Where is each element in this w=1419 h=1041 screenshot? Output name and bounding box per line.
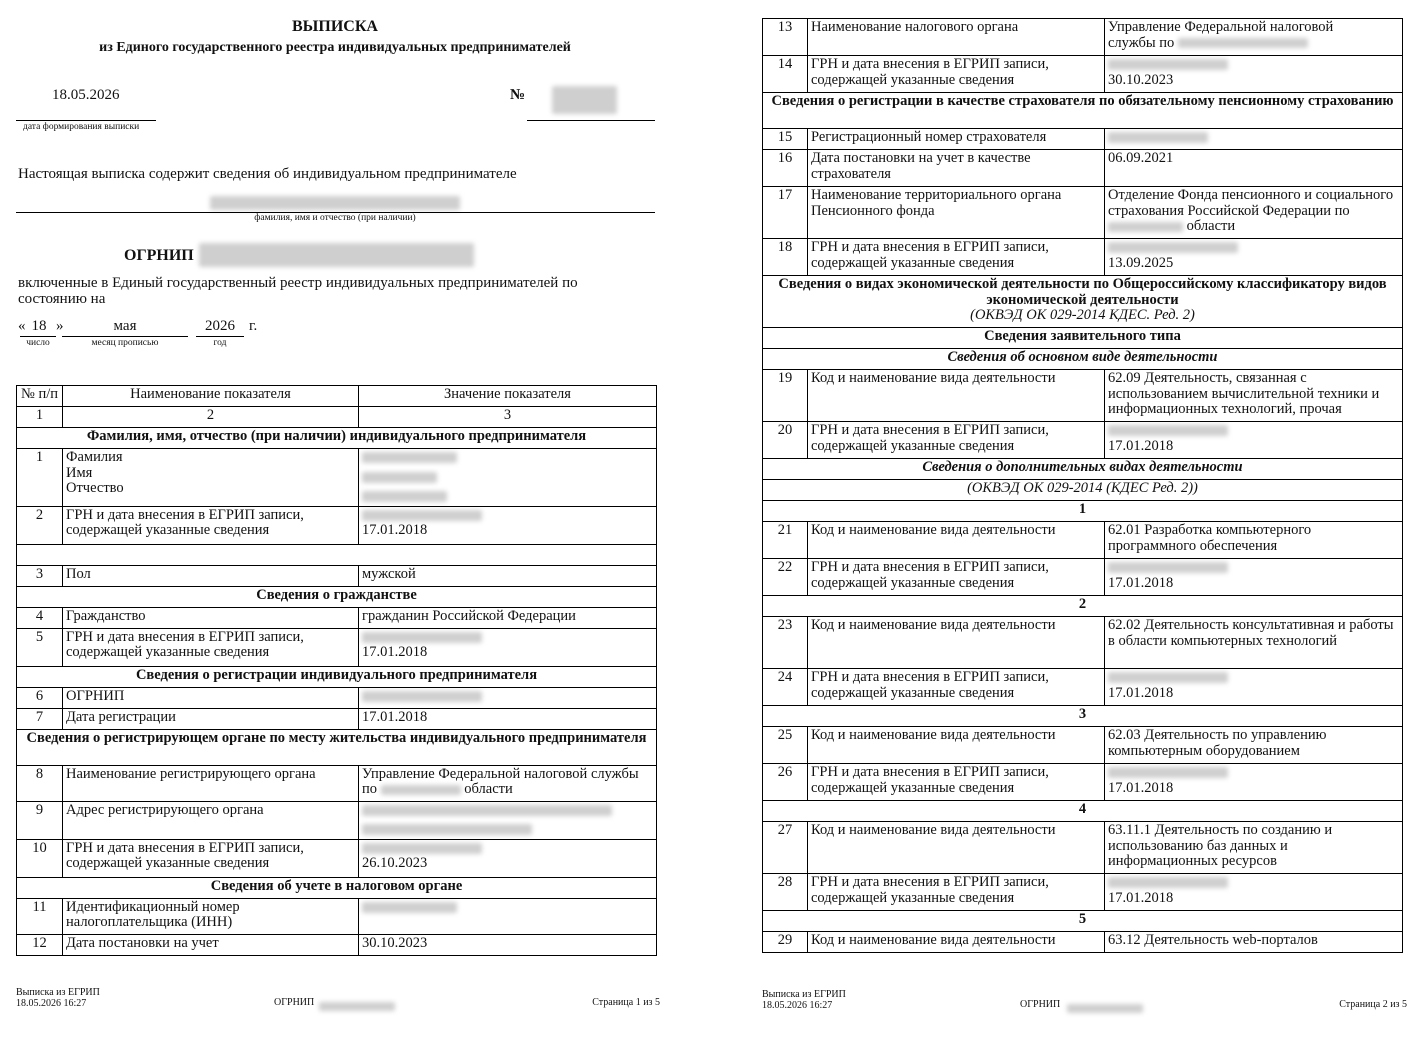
redacted-ogrnip: [199, 243, 474, 267]
table-row: [17, 801, 657, 839]
row-value: [1105, 764, 1403, 801]
row-number: 4: [17, 607, 63, 628]
footer-document-name: Выписка из ЕГРИП: [762, 989, 846, 1000]
row-label: ГРН и дата внесения в ЕГРИП записи, содержащей указанные сведения: [63, 839, 359, 877]
row-value: [359, 628, 657, 666]
table-row: [17, 708, 657, 729]
group-number: 2: [763, 596, 1403, 617]
row-label: Код и наименование вида деятельности: [808, 370, 1105, 422]
row-value: 30.10.2023: [359, 934, 657, 955]
row-value: гражданин Российской Федерации: [359, 607, 657, 628]
row-number: 15: [763, 129, 808, 150]
tax-authority-prefix: службы по: [1108, 34, 1175, 51]
table-row: [763, 727, 1403, 764]
row-number: 11: [17, 898, 63, 934]
row-number: 25: [763, 727, 808, 764]
grn-date: 26.10.2023: [362, 855, 428, 871]
footer-redacted-ogrnip: [319, 997, 395, 1015]
row-number: 23: [763, 617, 808, 669]
footer-ogrnip-label: ОГРНИП: [274, 997, 315, 1008]
row-label: ГРН и дата внесения в ЕГРИП записи, содержащей указанные сведения: [63, 628, 359, 666]
section-registering-authority: Сведения о регистрирующем органе по месту жительства индивидуального предпринимателя: [17, 729, 657, 765]
table-row: [17, 934, 657, 955]
row-label: Код и наименование вида деятельности: [808, 822, 1105, 874]
day-close-quote: »: [56, 318, 64, 334]
col-number-1: 1: [17, 407, 63, 428]
row-number: 1: [17, 449, 63, 507]
row-value: [359, 839, 657, 877]
section-okved: [763, 276, 1403, 328]
table-row: [763, 617, 1403, 669]
row-label: ГРН и дата внесения в ЕГРИП записи, содержащей указанные сведения: [808, 764, 1105, 801]
year-caption: год: [213, 338, 227, 348]
issue-date-caption: дата формирования выписки: [23, 122, 140, 132]
section-citizenship: Сведения о гражданстве: [17, 586, 657, 607]
row-value: [1105, 239, 1403, 276]
table-row: [763, 129, 1403, 150]
header-num: № п/п: [17, 386, 63, 407]
row-number: 13: [763, 19, 808, 56]
grn-date: 17.01.2018: [1108, 574, 1174, 591]
row-label: ГРН и дата внесения в ЕГРИП записи, содержащей указанные сведения: [808, 669, 1105, 706]
row-label: Регистрационный номер страхователя: [808, 129, 1105, 150]
label-patronymic: Отчество: [66, 480, 124, 496]
row-value: 63.12 Деятельность web-порталов: [1105, 932, 1403, 953]
row-label: [63, 449, 359, 507]
pension-office-region-suffix: области: [1186, 218, 1236, 234]
table-row: [17, 839, 657, 877]
col-number-2: 2: [63, 407, 359, 428]
row-label: Код и наименование вида деятельности: [808, 932, 1105, 953]
row-value: 63.11.1 Деятельность по созданию и использованию баз данных и информационных ресурсов: [1105, 822, 1403, 874]
row-label: Дата постановки на учет в качестве страхователя: [808, 150, 1105, 187]
row-label: ГРН и дата внесения в ЕГРИП записи, содержащей указанные сведения: [808, 422, 1105, 459]
grn-date: 17.01.2018: [1108, 684, 1174, 701]
table-row: [763, 669, 1403, 706]
row-label: ГРН и дата внесения в ЕГРИП записи, содержащей указанные сведения: [808, 56, 1105, 93]
row-number: 16: [763, 150, 808, 187]
ogrnip-label: ОГРНИП: [124, 247, 194, 264]
grn-date: 17.01.2018: [1108, 779, 1174, 796]
row-label: Код и наименование вида деятельности: [808, 617, 1105, 669]
grn-date: 17.01.2018: [1108, 889, 1174, 906]
row-label: Код и наименование вида деятельности: [808, 522, 1105, 559]
section-fio: Фамилия, имя, отчество (при наличии) индивидуального предпринимателя: [17, 428, 657, 449]
table-row: [763, 874, 1403, 911]
tax-authority-name-part: Управление Федеральной налоговой: [1108, 19, 1334, 35]
label-surname: Фамилия: [66, 449, 123, 465]
row-number: 7: [17, 708, 63, 729]
table-row: [763, 522, 1403, 559]
row-number: 14: [763, 56, 808, 93]
row-number: 29: [763, 932, 808, 953]
header-value: Значение показателя: [359, 386, 657, 407]
month-caption: месяц прописью: [91, 338, 159, 348]
group-number: 5: [763, 911, 1403, 932]
grn-date: 17.01.2018: [1108, 437, 1174, 454]
authority-name-part: Управление Федеральной налоговой службы по: [362, 765, 639, 797]
row-number: 12: [17, 934, 63, 955]
row-label: Код и наименование вида деятельности: [808, 727, 1105, 764]
row-number: 6: [17, 687, 63, 708]
row-number: 8: [17, 765, 63, 801]
table-row: [17, 898, 657, 934]
row-number: 5: [17, 628, 63, 666]
row-label: ГРН и дата внесения в ЕГРИП записи, содержащей указанные сведения: [808, 874, 1105, 911]
redacted-fio-values: [359, 449, 657, 507]
row-value: [359, 765, 657, 801]
day-open-quote: «: [18, 318, 26, 334]
row-label: Пол: [63, 565, 359, 586]
row-number: 27: [763, 822, 808, 874]
section-additional-activities: Сведения о дополнительных видах деятельности: [763, 459, 1403, 480]
footer-ogrnip-label: ОГРНИП: [1020, 999, 1061, 1010]
included-text: включенные в Единый государственный реестр индивидуальных предпринимателей по состоянию на: [18, 275, 578, 307]
table-row: [763, 932, 1403, 953]
table-row: [17, 449, 657, 507]
row-number: 22: [763, 559, 808, 596]
row-number: 3: [17, 565, 63, 586]
section-okved-title: Сведения о видах экономической деятельности по Общероссийскому классификатору видов экономической деятельности: [778, 276, 1387, 308]
row-number: 17: [763, 187, 808, 239]
footer-page-number: Страница 2 из 5: [1339, 999, 1407, 1010]
row-number: 26: [763, 764, 808, 801]
row-value: [359, 506, 657, 544]
number-label: №: [510, 87, 526, 103]
redacted-ogrnip-value: [359, 687, 657, 708]
row-label: Дата постановки на учет: [63, 934, 359, 955]
issue-date: 18.05.2026: [52, 87, 120, 103]
row-value: 62.03 Деятельность по управлению компьютерным оборудованием: [1105, 727, 1403, 764]
row-value: 62.02 Деятельность консультативная и работы в области компьютерных технологий: [1105, 617, 1403, 669]
row-label: ГРН и дата внесения в ЕГРИП записи, содержащей указанные сведения: [808, 239, 1105, 276]
grn-date: 17.01.2018: [362, 644, 428, 660]
table-row: [763, 370, 1403, 422]
row-number: 9: [17, 801, 63, 839]
row-number: 28: [763, 874, 808, 911]
table-row: [763, 559, 1403, 596]
empty-row: [17, 544, 657, 565]
table-header-row: [17, 386, 657, 407]
grn-date: 30.10.2023: [1108, 71, 1174, 88]
row-number: 24: [763, 669, 808, 706]
row-label: Гражданство: [63, 607, 359, 628]
document-subtitle: из Единого государственного реестра индивидуальных предпринимателей: [99, 40, 571, 55]
row-number: 19: [763, 370, 808, 422]
section-additional-classifier: (ОКВЭД ОК 029-2014 (КДЕС Ред. 2)): [763, 480, 1403, 501]
page-1: [0, 0, 700, 1041]
day-value: 18: [31, 318, 47, 334]
row-value: 62.01 Разработка компьютерного программного обеспечения: [1105, 522, 1403, 559]
row-value: [1105, 187, 1403, 239]
header-name: Наименование показателя: [63, 386, 359, 407]
row-label: Адрес регистрирующего органа: [63, 801, 359, 839]
section-tax-registration: Сведения об учете в налоговом органе: [17, 877, 657, 898]
row-label: ОГРНИП: [63, 687, 359, 708]
row-number: 18: [763, 239, 808, 276]
table-row: [17, 565, 657, 586]
row-label: Дата регистрации: [63, 708, 359, 729]
redacted-full-name: [210, 194, 460, 212]
group-number: 1: [763, 501, 1403, 522]
table-row: [763, 19, 1403, 56]
grn-date: 13.09.2025: [1108, 254, 1174, 271]
row-label: Наименование налогового органа: [808, 19, 1105, 56]
extract-table-page-2: [762, 18, 1403, 953]
label-first-name: Имя: [66, 464, 93, 481]
footer-datetime: 18.05.2026 16:27: [16, 998, 87, 1009]
row-value: [1105, 559, 1403, 596]
footer-page-number: Страница 1 из 5: [592, 997, 660, 1008]
row-number: 10: [17, 839, 63, 877]
table-row: [763, 422, 1403, 459]
row-label: ГРН и дата внесения в ЕГРИП записи, содержащей указанные сведения: [808, 559, 1105, 596]
footer-redacted-ogrnip: [1067, 999, 1143, 1017]
row-number: 2: [17, 506, 63, 544]
row-value: [1105, 669, 1403, 706]
col-number-3: 3: [359, 407, 657, 428]
row-label: Наименование регистрирующего органа: [63, 765, 359, 801]
row-value: [1105, 19, 1403, 56]
month-value: мая: [113, 318, 137, 334]
table-row: [17, 607, 657, 628]
section-declared: Сведения заявительного типа: [763, 328, 1403, 349]
section-pension-insurance: Сведения о регистрации в качестве страхователя по обязательному пенсионному страхованию: [763, 93, 1403, 129]
row-value: 17.01.2018: [359, 708, 657, 729]
row-value: [1105, 56, 1403, 93]
year-suffix: г.: [249, 318, 258, 334]
column-number-row: [17, 407, 657, 428]
table-row: [763, 56, 1403, 93]
day-caption: число: [26, 338, 50, 348]
table-row: [763, 187, 1403, 239]
page-2: [740, 0, 1419, 1041]
document-title: ВЫПИСКА: [292, 18, 378, 35]
row-label: Наименование территориального органа Пенсионного фонда: [808, 187, 1105, 239]
redacted-address: [359, 801, 657, 839]
row-number: 21: [763, 522, 808, 559]
group-number: 4: [763, 801, 1403, 822]
group-number: 3: [763, 706, 1403, 727]
intro-text: Настоящая выписка содержит сведения об индивидуальном предпринимателе: [18, 166, 517, 182]
redacted-insurer-number: [1105, 129, 1403, 150]
table-row: [17, 506, 657, 544]
row-value: [1105, 874, 1403, 911]
row-value: 06.09.2021: [1105, 150, 1403, 187]
redacted-inn: [359, 898, 657, 934]
footer-document-name: Выписка из ЕГРИП: [16, 987, 100, 998]
table-row: [763, 822, 1403, 874]
row-label: Идентификационный номер налогоплательщика (ИНН): [63, 898, 359, 934]
row-number: 20: [763, 422, 808, 459]
row-value: мужской: [359, 565, 657, 586]
table-row: [763, 239, 1403, 276]
pension-office-name-part: Отделение Фонда пенсионного и социального страхования Российской Федерации по: [1108, 187, 1394, 219]
table-row: [17, 628, 657, 666]
redacted-number: [552, 86, 617, 114]
table-row: [763, 150, 1403, 187]
year-value: 2026: [205, 318, 235, 334]
table-row: [17, 687, 657, 708]
full-name-caption: фамилия, имя и отчество (при наличии): [254, 213, 416, 223]
section-main-activity: Сведения об основном виде деятельности: [763, 349, 1403, 370]
table-row: [17, 765, 657, 801]
extract-table-page-1: [16, 385, 657, 956]
section-registration: Сведения о регистрации индивидуального предпринимателя: [17, 666, 657, 687]
table-row: [763, 764, 1403, 801]
authority-region-suffix: области: [464, 781, 513, 797]
row-value: [1105, 422, 1403, 459]
row-label: ГРН и дата внесения в ЕГРИП записи, содержащей указанные сведения: [63, 506, 359, 544]
row-value: 62.09 Деятельность, связанная с использованием вычислительной техники и информационных технологий, прочая: [1105, 370, 1403, 422]
footer-datetime: 18.05.2026 16:27: [762, 1000, 833, 1011]
section-okved-classifier: (ОКВЭД ОК 029-2014 КДЕС. Ред. 2): [970, 307, 1195, 323]
grn-date: 17.01.2018: [362, 522, 428, 538]
